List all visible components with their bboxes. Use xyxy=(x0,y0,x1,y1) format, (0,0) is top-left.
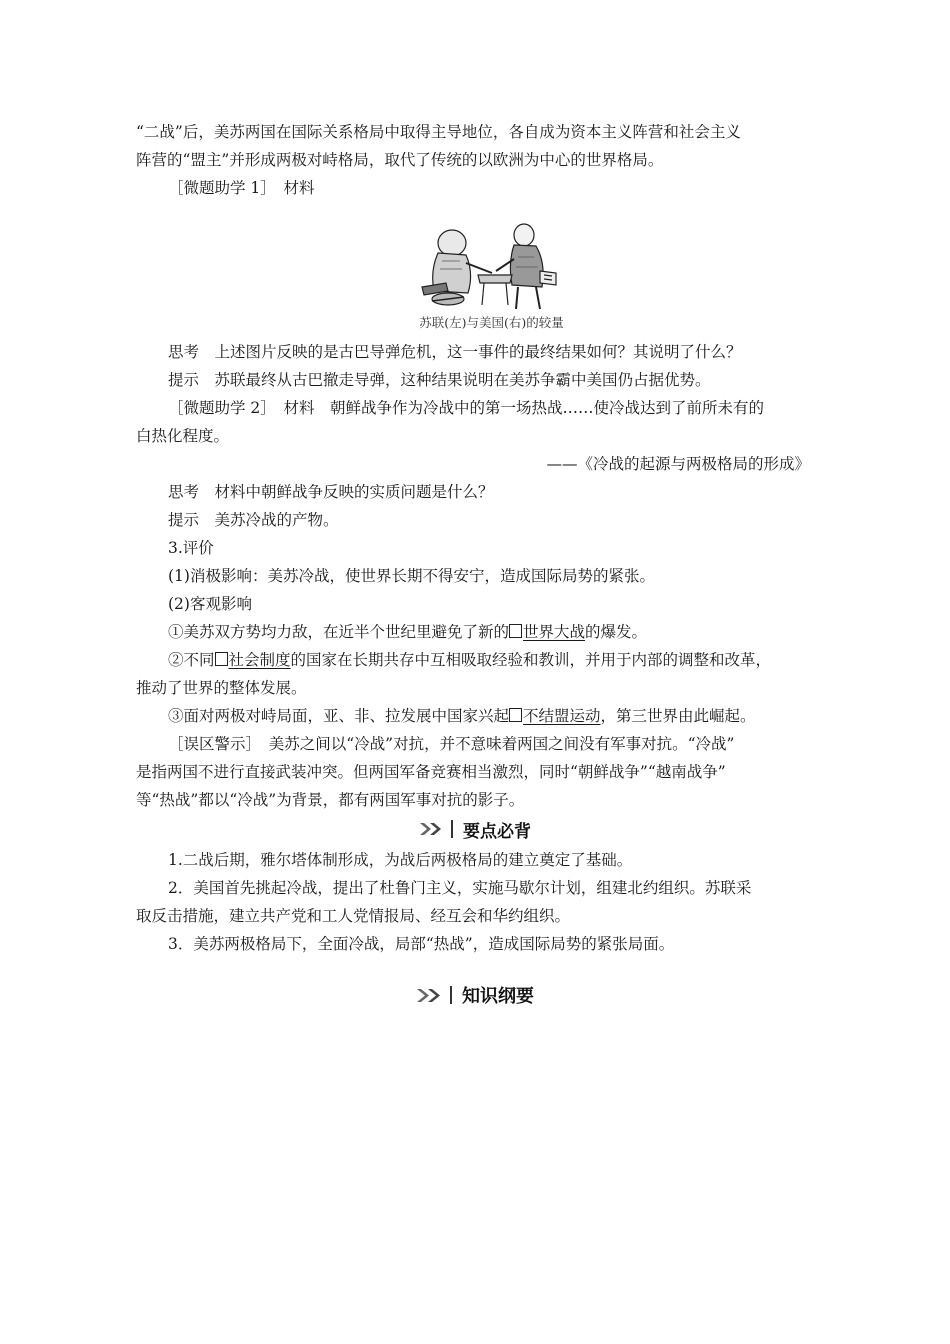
intro-line-1: “二战”后，美苏两国在国际关系格局中取得主导地位，各自成为资本主义阵营和社会主义 xyxy=(136,123,741,141)
micro-question-1-label: ［微题助学 1］ 材料 xyxy=(168,179,315,197)
impact-point-3-tail: ，第三世界由此崛起。 xyxy=(600,707,756,725)
negative-impact: (1)消极影响：美苏冷战，使世界长期不得安宁，造成国际局势的紧张。 xyxy=(168,567,655,585)
impact-point-2-tail: 的国家在长期共存中互相吸取经验和教训，并用于内部的调整和改革， xyxy=(290,651,772,669)
impact-point-3-text: ③面对两极对峙局面，亚、非、拉发展中国家兴起 xyxy=(168,707,510,725)
fill-blank-world-war xyxy=(509,623,585,641)
section-heading-outline xyxy=(0,982,950,1008)
key-point-2-line-1: 2．美国首先挑起冷战，提出了杜鲁门主义，实施马歇尔计划，组建北约组织。苏联采 xyxy=(168,879,752,897)
fill-blank-non-aligned-text: 不结盟运动 xyxy=(523,707,601,725)
impact-point-2-line-2: 推动了世界的整体发展。 xyxy=(136,679,307,697)
impact-point-1-tail: 的爆发。 xyxy=(585,623,648,641)
heading-divider xyxy=(451,820,453,838)
evaluation-title: 3.评价 xyxy=(168,539,214,557)
impact-point-1 xyxy=(168,622,858,642)
intro-line-2: 阵营的“盟主”并形成两极对峙格局，取代了传统的以欧洲为中心的世界格局。 xyxy=(136,151,664,169)
objective-impact-title: (2)客观影响 xyxy=(168,595,252,613)
heading-divider xyxy=(450,986,452,1004)
double-chevron-icon xyxy=(419,822,445,836)
outline-title: 知识纲要 xyxy=(462,986,534,1007)
key-points-title: 要点必背 xyxy=(463,821,531,842)
cartoon-illustration xyxy=(420,213,565,313)
fill-blank-social-system xyxy=(215,651,291,669)
fill-blank-social-system-text: 社会制度 xyxy=(228,651,291,669)
hint-1: 提示 苏联最终从古巴撤走导弹，这种结果说明在美苏争霸中美国仍占据优势。 xyxy=(168,371,711,389)
fill-blank-world-war-text: 世界大战 xyxy=(523,623,586,641)
key-point-2-line-2: 取反击措施，建立共产党和工人党情报局、经互会和华约组织。 xyxy=(136,907,571,925)
impact-point-2-text: ②不同 xyxy=(168,651,215,669)
warning-line-3: 等“热战”都以“冷战”为背景，都有两国军事对抗的影子。 xyxy=(136,791,525,809)
warning-line-1: ［误区警示］ 美苏之间以“冷战”对抗，并不意味着两国之间没有军事对抗。“冷战” xyxy=(168,735,735,753)
double-chevron-icon xyxy=(416,988,444,1003)
impact-point-1-text: ①美苏双方势均力敌，在近半个世纪里避免了新的 xyxy=(168,623,510,641)
figure-caption: 苏联(左)与美国(右)的较量 xyxy=(419,315,564,330)
material-source: ——《冷战的起源与两极格局的形成》 xyxy=(546,455,810,473)
think-1: 思考 上述图片反映的是古巴导弹危机，这一事件的最终结果如何？其说明了什么？ xyxy=(168,343,742,361)
blank-box-icon xyxy=(509,708,522,722)
blank-box-icon xyxy=(509,624,522,638)
micro-question-2-line-2: 白热化程度。 xyxy=(136,427,230,445)
impact-point-2 xyxy=(168,650,858,670)
fill-blank-non-aligned xyxy=(509,707,601,725)
key-point-1: 1.二战后期，雅尔塔体制形成，为战后两极格局的建立奠定了基础。 xyxy=(168,851,633,869)
key-point-3: 3．美苏两极格局下，全面冷战，局部“热战”，造成国际局势的紧张局面。 xyxy=(168,935,675,953)
think-2: 思考 材料中朝鲜战争反映的实质问题是什么？ xyxy=(168,483,494,501)
blank-box-icon xyxy=(215,652,228,666)
micro-question-2-line-1: ［微题助学 2］ 材料 朝鲜战争作为冷战中的第一场热战……使冷战达到了前所未有的 xyxy=(168,399,765,417)
warning-line-2: 是指两国不进行直接武装冲突。但两国军备竞赛相当激烈，同时“朝鲜战争”“越南战争” xyxy=(136,763,726,781)
impact-point-3 xyxy=(168,706,858,726)
hint-2: 提示 美苏冷战的产物。 xyxy=(168,511,339,529)
section-heading-key-points xyxy=(0,817,950,841)
